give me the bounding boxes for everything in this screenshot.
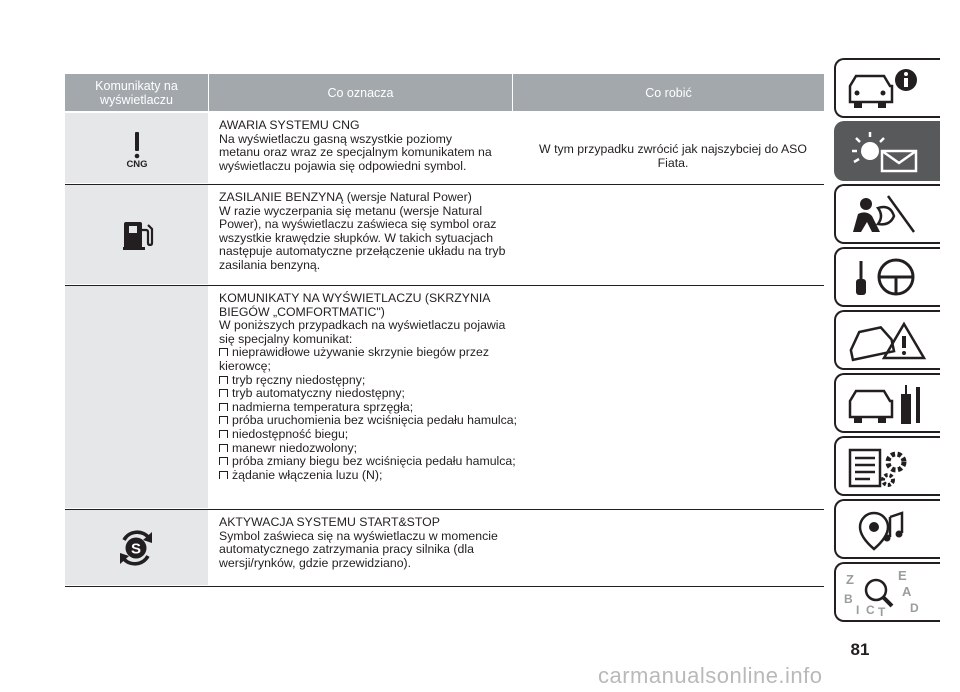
warning-lights-message-icon [844, 129, 934, 175]
watermark: carmanualsonline.info [598, 663, 823, 688]
alphabetical-index-icon [844, 570, 934, 616]
bullet-marker [219, 416, 228, 424]
icon-cell [65, 510, 208, 585]
text-line: W razie wyczerpania się metanu (wersje Natural [219, 203, 483, 218]
index-letter: I [856, 603, 860, 616]
multimedia-icon [844, 507, 934, 553]
bullet-marker [219, 471, 228, 479]
text-line: zasilania benzyną. [219, 257, 321, 272]
page-number: 81 [850, 640, 870, 659]
table-row-cng-failure [65, 113, 824, 183]
cng-warning-icon [126, 129, 148, 169]
key-steering-wheel-icon [844, 255, 934, 301]
text-line: się specjalny komunikat: [219, 331, 353, 346]
text-line: Power), na wyświetlaczu zaświeca się symbol oraz [219, 217, 497, 232]
list-item: manewr niedozwolony; [219, 442, 534, 456]
row-title: ZASILANIE BENZYNĄ (wersje Natural Power) [219, 190, 472, 204]
icon-cell [65, 185, 208, 284]
bullet-marker [219, 403, 228, 411]
fuel-pump-icon [122, 219, 154, 251]
emergency-warning-icon [844, 318, 934, 364]
list-item: żądanie włączenia luzu (N); [219, 469, 534, 483]
list-item: próba uruchomienia bez wciśnięcia pedału hamulca; [219, 414, 534, 428]
bullet-marker [219, 376, 228, 384]
meaning-cell [219, 516, 534, 570]
car-info-icon [844, 66, 934, 112]
row-title: KOMUNIKATY NA WYŚWIETLACZU (SKRZYNIA [219, 291, 491, 305]
tab-multimedia[interactable] [834, 499, 940, 559]
list-item: tryb automatyczny niedostępny; [219, 387, 534, 401]
table-row-petrol-supply [65, 185, 824, 284]
tab-safety[interactable] [834, 184, 940, 244]
table-row-start-stop [65, 510, 824, 585]
table-row-gearbox-messages [65, 286, 824, 508]
row-title: BIEGÓW „COMFORTMATIC") [219, 304, 385, 319]
text-line: metanu oraz wraz ze specjalnym komunikatem na [219, 145, 492, 160]
tab-key-steering[interactable] [834, 247, 940, 307]
index-letter: B [844, 592, 853, 606]
row-title: AWARIA SYSTEMU CNG [219, 118, 360, 132]
tab-warning-lights-messages[interactable] [834, 121, 940, 181]
list-item: nieprawidłowe używanie skrzynie biegów przez kierowcę; [219, 345, 489, 373]
tab-technical-data[interactable] [834, 436, 940, 496]
list-item: tryb ręczny niedostępny; [219, 374, 534, 388]
index-letter: C [866, 603, 875, 616]
column-header-action: Co robić [513, 74, 824, 111]
text-line: wyświetlaczu pojawia się odpowiedni symbol. [219, 158, 467, 173]
row-separator [65, 586, 824, 587]
action-cell: W tym przypadku zwrócić jak najszybciej do ASO Fiata. [539, 142, 807, 170]
cng-icon-label: CNG [126, 159, 148, 169]
car-maintenance-icon [844, 381, 934, 427]
airbag-safety-icon [844, 192, 934, 238]
text-line: automatycznego zatrzymania pracy silnika (dla [219, 542, 474, 557]
row-title: AKTYWACJA SYSTEMU START&STOP [219, 515, 440, 529]
bullet-marker [219, 430, 228, 438]
column-header-messages: Komunikaty na wyświetlaczu [65, 74, 208, 111]
index-letter: A [902, 584, 912, 599]
index-letter: E [898, 570, 907, 583]
index-letter: D [910, 601, 919, 615]
tab-alphabetical-index[interactable] [834, 562, 940, 622]
meaning-cell [219, 191, 534, 273]
index-letter: T [878, 605, 886, 616]
text-line: następuje automatyczne przełączenie układu na tryb [219, 244, 506, 259]
tab-emergency[interactable] [834, 310, 940, 370]
meaning-cell [219, 119, 534, 173]
list-item: niedostępność biegu; [219, 428, 534, 442]
text-line: wszystkie krawędzie słupków. W takich sytuacjach [219, 230, 494, 245]
text-line: W poniższych przypadkach na wyświetlaczu pojawia [219, 318, 506, 333]
meaning-cell [219, 292, 534, 482]
text-line: Na wyświetlaczu gasną wszystkie poziomy [219, 131, 453, 146]
tab-maintenance[interactable] [834, 373, 940, 433]
icon-cell [65, 113, 208, 183]
text-line: Symbol zaświeca się na wyświetlaczu w momencie [219, 528, 498, 543]
technical-data-icon [844, 444, 934, 490]
bullet-marker [219, 457, 228, 465]
start-stop-icon-label: S [130, 540, 142, 558]
bullet-marker [219, 389, 228, 397]
tab-car-info[interactable] [834, 58, 940, 118]
list-item: próba zmiany biegu bez wciśnięcia pedału hamulca; [219, 455, 534, 469]
start-stop-icon [116, 528, 156, 568]
index-letter: Z [846, 572, 854, 587]
column-header-meaning: Co oznacza [209, 74, 512, 111]
bullet-marker [219, 348, 228, 356]
icon-cell [65, 286, 208, 508]
text-line: wersji/rynków, gdzie przewidziano). [219, 555, 412, 570]
bullet-marker [219, 444, 228, 452]
list-item: nadmierna temperatura sprzęgła; [219, 401, 534, 415]
